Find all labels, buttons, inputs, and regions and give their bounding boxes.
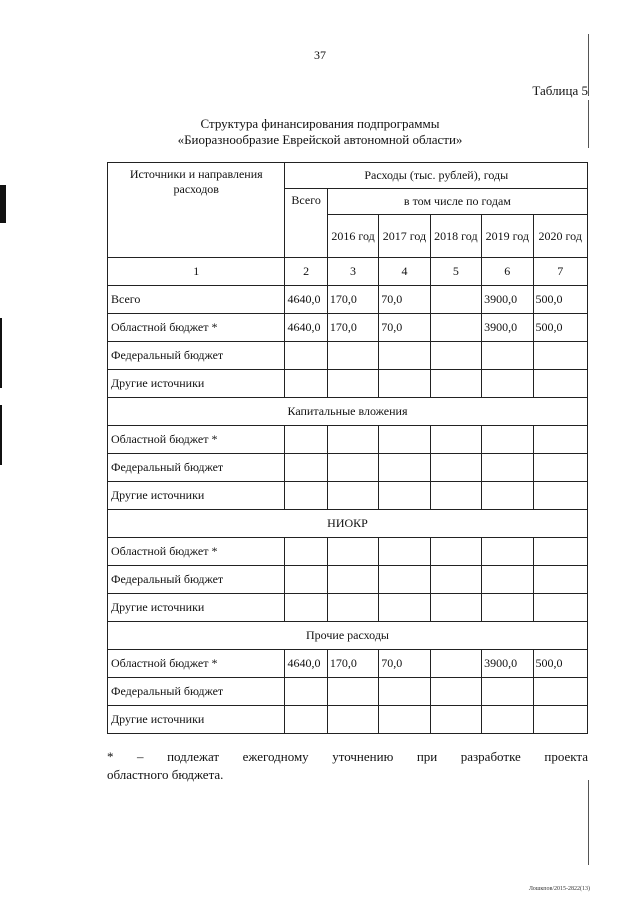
header-year-2019: 2019 год [482, 215, 533, 258]
cell-2020 [533, 678, 588, 706]
row-label: Федеральный бюджет [108, 678, 285, 706]
cell-total [285, 426, 327, 454]
cell-2018 [430, 286, 481, 314]
cell-2016: 170,0 [327, 286, 378, 314]
cell-2017 [379, 426, 430, 454]
row-label: Федеральный бюджет [108, 342, 285, 370]
cell-total: 4640,0 [285, 314, 327, 342]
cell-2020: 500,0 [533, 314, 588, 342]
row-label: Федеральный бюджет [108, 566, 285, 594]
section-row-capital [108, 398, 588, 426]
cell-2016 [327, 678, 378, 706]
table-row [108, 342, 588, 370]
cell-2018 [430, 314, 481, 342]
cell-2020 [533, 342, 588, 370]
col-number-6: 6 [482, 258, 533, 286]
cell-2017 [379, 370, 430, 398]
cell-2016 [327, 370, 378, 398]
header-by-years: в том числе по годам [327, 189, 587, 215]
table-row [108, 678, 588, 706]
scan-edge-line-top [588, 34, 589, 96]
cell-2020 [533, 566, 588, 594]
cell-2016 [327, 454, 378, 482]
financing-table [107, 162, 588, 734]
cell-2019 [482, 566, 533, 594]
section-row-niokr [108, 510, 588, 538]
table-row [108, 314, 588, 342]
cell-2018 [430, 426, 481, 454]
table-row [108, 426, 588, 454]
cell-2019 [482, 482, 533, 510]
cell-total [285, 538, 327, 566]
page-number: 37 [314, 48, 326, 62]
cell-total [285, 370, 327, 398]
row-label: Другие источники [108, 482, 285, 510]
cell-2019 [482, 678, 533, 706]
section-row-other [108, 622, 588, 650]
table-row [108, 538, 588, 566]
cell-2017 [379, 706, 430, 734]
table-title-line2: «Биоразнообразие Еврейской автономной области» [177, 132, 463, 147]
cell-2018 [430, 538, 481, 566]
row-label: Областной бюджет * [108, 538, 285, 566]
table-row [108, 650, 588, 678]
cell-2017 [379, 566, 430, 594]
row-label: Всего [108, 286, 285, 314]
cell-2017: 70,0 [379, 314, 430, 342]
col-number-4: 4 [379, 258, 430, 286]
cell-2020: 500,0 [533, 650, 588, 678]
col-number-1: 1 [108, 258, 285, 286]
cell-2017 [379, 594, 430, 622]
table-row [108, 594, 588, 622]
section-title-niokr: НИОКР [108, 510, 588, 538]
col-number-2: 2 [285, 258, 327, 286]
cell-2019 [482, 706, 533, 734]
header-sources: Источники и направления расходов [108, 163, 285, 258]
cell-2017: 70,0 [379, 286, 430, 314]
cell-2016 [327, 482, 378, 510]
cell-2016 [327, 538, 378, 566]
column-number-row [108, 258, 588, 286]
cell-2019 [482, 454, 533, 482]
cell-2020 [533, 594, 588, 622]
cell-2020 [533, 538, 588, 566]
cell-2016 [327, 594, 378, 622]
cell-2020 [533, 370, 588, 398]
section-title-other: Прочие расходы [108, 622, 588, 650]
table-label: Таблица 5 [532, 83, 588, 98]
cell-total [285, 342, 327, 370]
cell-2019 [482, 370, 533, 398]
header-year-2018: 2018 год [430, 215, 481, 258]
row-label: Областной бюджет * [108, 314, 285, 342]
cell-2019: 3900,0 [482, 314, 533, 342]
table-row [108, 706, 588, 734]
cell-2018 [430, 706, 481, 734]
row-label: Другие источники [108, 706, 285, 734]
table-title [0, 116, 640, 148]
scan-margin-mark-mid [0, 318, 2, 388]
cell-2017 [379, 482, 430, 510]
cell-2017 [379, 678, 430, 706]
cell-total [285, 482, 327, 510]
cell-2018 [430, 482, 481, 510]
row-label: Областной бюджет * [108, 650, 285, 678]
cell-2018 [430, 566, 481, 594]
table-row [108, 566, 588, 594]
table-row [108, 482, 588, 510]
cell-2020 [533, 454, 588, 482]
cell-total [285, 454, 327, 482]
cell-total [285, 678, 327, 706]
table-title-line1: Структура финансирования подпрограммы [200, 116, 440, 131]
table-row [108, 454, 588, 482]
cell-2018 [430, 370, 481, 398]
cell-total: 4640,0 [285, 286, 327, 314]
cell-total [285, 566, 327, 594]
cell-2017 [379, 454, 430, 482]
cell-2019 [482, 594, 533, 622]
cell-2019 [482, 426, 533, 454]
scan-margin-mark-top [0, 185, 6, 223]
cell-2020: 500,0 [533, 286, 588, 314]
cell-2016 [327, 566, 378, 594]
cell-2018 [430, 678, 481, 706]
header-expenses: Расходы (тыс. рублей), годы [285, 163, 588, 189]
scan-margin-mark-low [0, 405, 2, 465]
col-number-5: 5 [430, 258, 481, 286]
footnote-line2: областного бюджета. [107, 767, 224, 782]
row-label: Другие источники [108, 594, 285, 622]
row-label: Областной бюджет * [108, 426, 285, 454]
cell-2019 [482, 342, 533, 370]
footnote-line1: * – подлежат ежегодному уточнению при разработке проекта [107, 749, 588, 764]
cell-2016 [327, 426, 378, 454]
cell-2018 [430, 594, 481, 622]
scan-edge-line-bottom [588, 780, 589, 865]
col-number-3: 3 [327, 258, 378, 286]
cell-2019 [482, 538, 533, 566]
cell-2016 [327, 706, 378, 734]
header-year-2016: 2016 год [327, 215, 378, 258]
cell-2018 [430, 650, 481, 678]
cell-2019: 3900,0 [482, 286, 533, 314]
cell-2020 [533, 426, 588, 454]
col-number-7: 7 [533, 258, 588, 286]
cell-2019: 3900,0 [482, 650, 533, 678]
row-label: Другие источники [108, 370, 285, 398]
cell-2020 [533, 706, 588, 734]
cell-2018 [430, 342, 481, 370]
cell-2020 [533, 482, 588, 510]
cell-2017 [379, 538, 430, 566]
cell-total [285, 706, 327, 734]
cell-2016 [327, 342, 378, 370]
cell-total [285, 594, 327, 622]
cell-2016: 170,0 [327, 314, 378, 342]
header-row-1 [108, 163, 588, 189]
header-year-2017: 2017 год [379, 215, 430, 258]
header-year-2020: 2020 год [533, 215, 588, 258]
table-row [108, 370, 588, 398]
table-row [108, 286, 588, 314]
header-total: Всего [285, 189, 327, 258]
section-title-capital: Капитальные вложения [108, 398, 588, 426]
document-stamp: Лошкпов/2015-2822(13) [528, 886, 590, 892]
cell-total: 4640,0 [285, 650, 327, 678]
cell-2017 [379, 342, 430, 370]
cell-2016: 170,0 [327, 650, 378, 678]
cell-2017: 70,0 [379, 650, 430, 678]
row-label: Федеральный бюджет [108, 454, 285, 482]
cell-2018 [430, 454, 481, 482]
